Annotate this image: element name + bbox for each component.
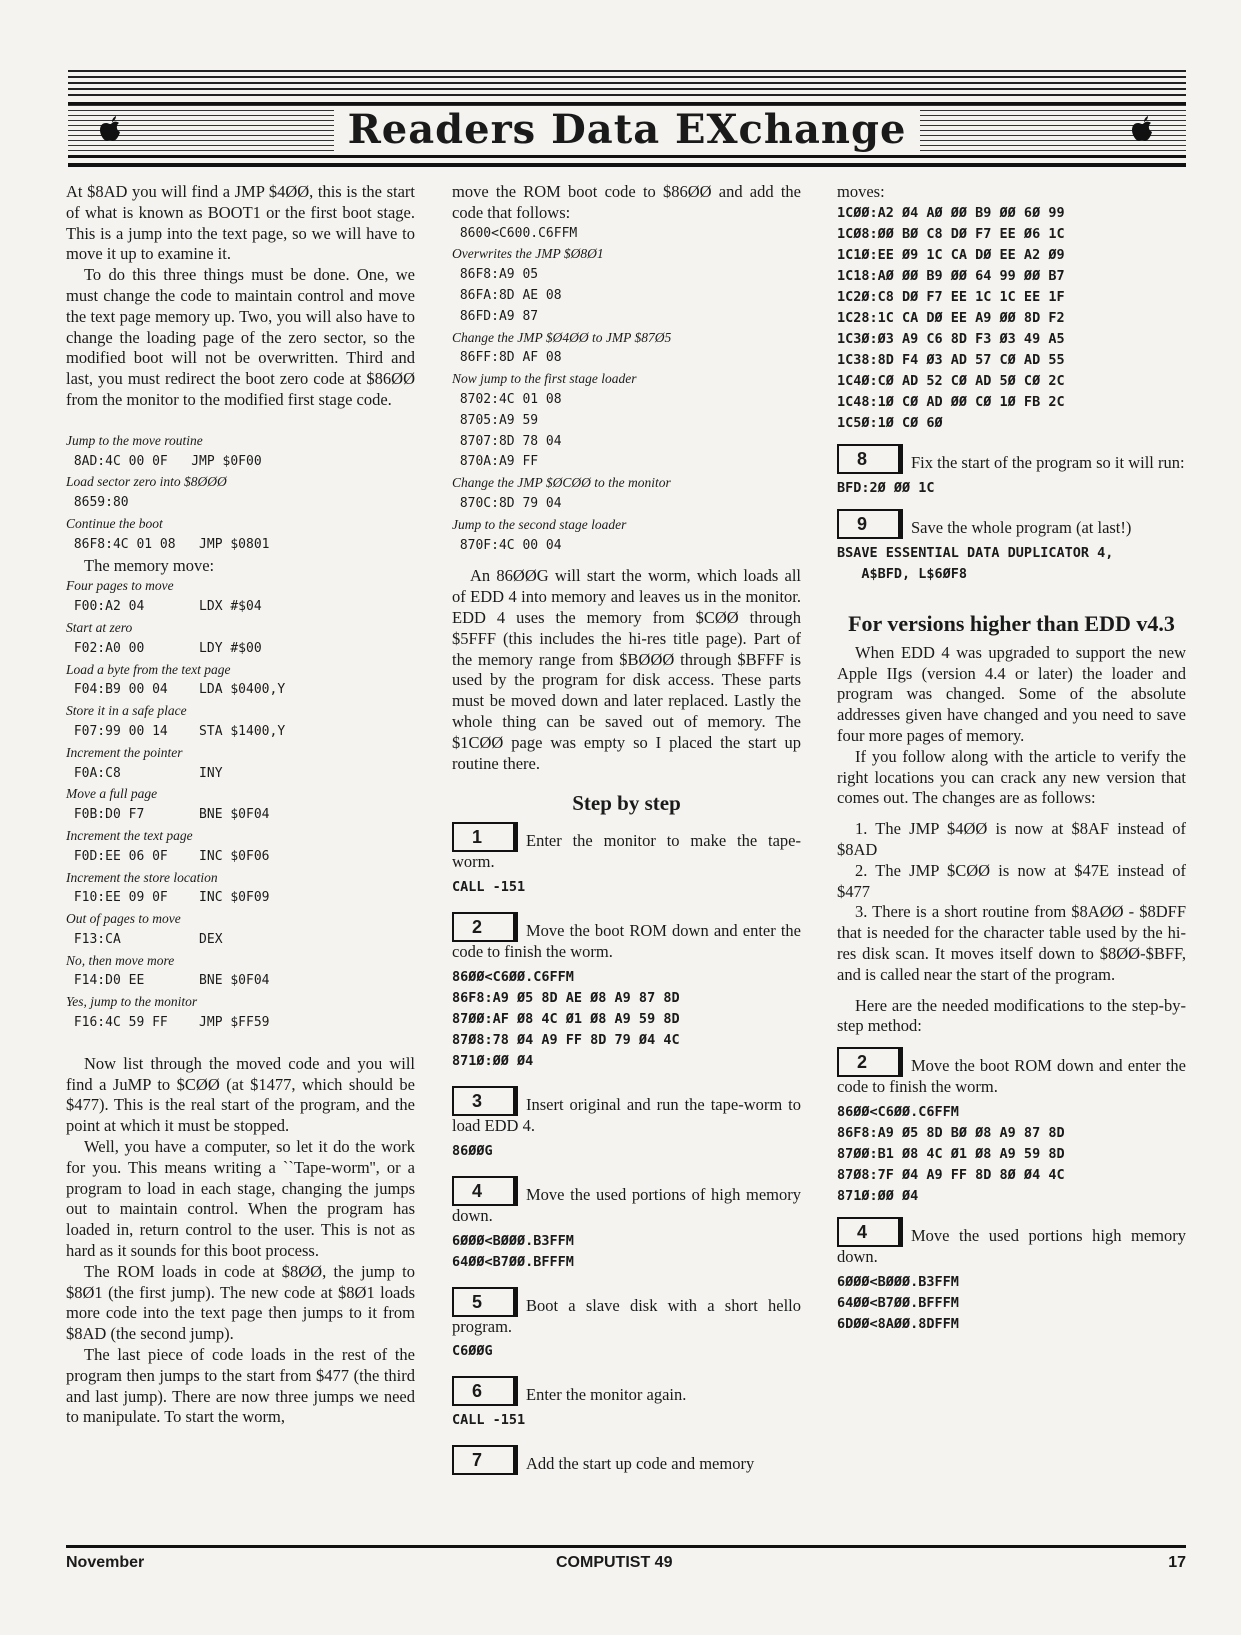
paragraph: An 86ØØG will start the worm, which loads all of EDD 4 into memory and leaves us in the monitor. EDD 4 uses the memory from $CØØ through $5FFF (this includes the hi-res title page). Part of the memory range from $BØØØ through $BFFF is used by the program for disk access. These parts must be moved down and later replaced. Lastly the whole thing can be saved out of memory. The $1CØØ page was empty so I placed the start up routine there. — [452, 566, 801, 773]
step-number: 4 — [472, 1180, 483, 1201]
step-number: 2 — [857, 1052, 868, 1073]
code-comment: Now jump to the first stage loader — [452, 371, 637, 387]
step-number-box — [837, 1217, 903, 1247]
code-comment: Four pages to move — [66, 578, 174, 594]
masthead-title: Readers Data EXchange — [334, 107, 921, 153]
code-line: F04:B9 00 04 LDA $0400,Y — [66, 682, 286, 698]
code-line: 8AD:4C 00 0F JMP $0F00 — [66, 453, 262, 469]
step-number-box — [837, 444, 903, 474]
step-text — [452, 1376, 801, 1406]
step-number: 4 — [857, 1221, 868, 1242]
code-line: 8702:4C 01 08 8705:A9 59 8707:8D 78 04 870A:A9 FF — [459, 391, 562, 470]
step-number: 5 — [472, 1291, 483, 1312]
paragraph: At $8AD you will find a JMP $4ØØ, this is the start of what is known as BOOT1 or the first boot stage. This is a jump into the text page, so we will have to move it up to examine it. — [66, 182, 415, 264]
paragraph: moves: — [837, 182, 885, 201]
step-text — [452, 1445, 801, 1475]
step-instruction: Insert original and run the tape-worm to load EDD 4. — [452, 1094, 801, 1135]
step-text — [837, 509, 1186, 539]
code-listing-memory-move — [66, 576, 415, 1034]
step-number: 7 — [472, 1450, 483, 1471]
footer-magazine: COMPUTIST 49 — [556, 1554, 673, 1571]
step-number: 8 — [857, 448, 868, 469]
code-listing-boot — [66, 431, 415, 556]
masthead-rule-bottom — [68, 163, 1186, 167]
step-instruction: Save the whole program (at last!) — [911, 517, 1132, 537]
step-instruction: Move the used portions high memory down. — [837, 1225, 1186, 1266]
step-number-box — [452, 1287, 518, 1317]
code-line: 86F8:4C 01 08 JMP $0801 — [66, 536, 270, 552]
step-number-box — [452, 912, 518, 942]
step-number: 9 — [857, 513, 868, 534]
code-line: 86FF:8D AF 08 — [452, 350, 562, 366]
code-comment: No, then move more — [66, 952, 175, 968]
paragraph: Well, you have a computer, so let it do the work for you. This means writing a ``Tape-worm'', or a program to load in each stage, changing the jumps out to maintain control. When the program has loaded in, return control to the user. This is not as hard as it sounds for this boot process. — [66, 1137, 415, 1261]
paragraph: The last piece of code loads in the rest of the program then jumps to the start from $477 (the third and last jump). There are now three jumps we need to manipulate. To start the worm, — [66, 1345, 415, 1427]
step-instruction: Move the boot ROM down and enter the code to finish the worm. — [452, 921, 801, 962]
code-comment: Increment the text page — [66, 827, 193, 843]
step-number: 2 — [472, 917, 483, 938]
step-text — [452, 1287, 801, 1338]
step-8 — [837, 444, 1186, 499]
step-number: 3 — [472, 1090, 483, 1111]
code-comment: Store it in a safe place — [66, 703, 187, 719]
step-command: BSAVE ESSENTIAL DATA DUPLICATOR 4, A$BFD, L$6ØF8 — [837, 544, 1114, 582]
code-line: 86F8:A9 05 86FA:8D AE 08 86FD:A9 87 — [459, 267, 562, 324]
code-comment: Jump to the move routine — [66, 432, 203, 448]
step-command: 86ØØ<C6ØØ.C6FFM 86F8:A9 Ø5 8D BØ Ø8 A9 87 8D 87ØØ:B1 Ø8 4C Ø1 Ø8 A9 59 8D 87Ø8:7F Ø4 A9 FF 8D 8Ø Ø4 4C 871Ø:ØØ Ø4 — [837, 1103, 1065, 1204]
paragraph: When EDD 4 was upgraded to support the new Apple IIgs (version 4.4 or later) the loader and program was changed. Some of the absolute addresses given have changed and you need to save four more pages of memory. — [837, 642, 1186, 745]
code-line: 8659:80 — [66, 495, 129, 511]
section-heading: For versions higher than EDD v4.3 — [848, 610, 1175, 636]
step-instruction: Enter the monitor to make the tape-worm. — [452, 831, 801, 872]
step-number: 6 — [472, 1381, 483, 1402]
apple-logo-icon — [98, 115, 124, 145]
step-9 — [837, 509, 1186, 585]
step-command: CALL -151 — [452, 879, 526, 896]
code-line: 870F:4C 00 04 — [452, 537, 562, 553]
code-line: F00:A2 04 LDX #$04 — [66, 599, 262, 615]
paragraph: move the ROM boot code to $86ØØ and add the code that follows: — [452, 182, 801, 222]
code-comment: Jump to the second stage loader — [452, 516, 627, 532]
code-comment: Load sector zero into $8ØØØ — [66, 474, 227, 490]
masthead-rules — [68, 70, 1186, 98]
column-2 — [452, 182, 801, 1489]
code-line: F0A:C8 INY — [66, 765, 223, 781]
change-item: 2. The JMP $CØØ is now at $47E instead of $477 — [837, 860, 1186, 901]
code-line: F10:EE 09 0F INC $0F09 — [66, 890, 270, 906]
code-line: 8600<C600.C6FFM — [452, 225, 578, 241]
step-text — [452, 912, 801, 963]
step-command: BFD:2Ø ØØ 1C — [837, 479, 935, 496]
masthead — [68, 70, 1186, 170]
paragraph: If you follow along with the article to verify the right locations you can crack any new version that comes out. The changes are as follows: — [837, 746, 1186, 808]
code-comment: Change the JMP $ØCØØ to the monitor — [452, 475, 671, 491]
step-command: 6ØØØ<BØØØ.B3FFM 64ØØ<B7ØØ.BFFFM — [452, 1232, 574, 1270]
code-comment: Move a full page — [66, 786, 158, 802]
step-command: 6ØØØ<BØØØ.B3FFM 64ØØ<B7ØØ.BFFFM 6DØØ<8AØØ.8DFFM — [837, 1273, 959, 1332]
step-text — [452, 822, 801, 873]
step-4-revised — [837, 1217, 1186, 1335]
step-text — [837, 1217, 1186, 1268]
code-listing-worm — [452, 224, 801, 557]
column-1 — [66, 182, 415, 1428]
step-instruction: Fix the start of the program so it will run: — [911, 452, 1185, 472]
change-item: 1. The JMP $4ØØ is now at $8AF instead of $8AD — [837, 819, 1186, 859]
section-heading: Step by step — [572, 791, 681, 816]
step-instruction: Boot a slave disk with a short hello program. — [452, 1295, 801, 1336]
paragraph: The memory move: — [84, 555, 215, 575]
page-footer — [66, 1545, 1186, 1571]
paragraph: Here are the needed modifications to the step-by-step method: — [837, 995, 1186, 1036]
masthead-band — [68, 102, 1186, 158]
code-comment: Out of pages to move — [66, 911, 181, 927]
step-list — [452, 822, 801, 1489]
step-number-box — [452, 1086, 518, 1116]
paragraph: The ROM loads in code at $8ØØ, the jump to $8Ø1 (the first jump). The new code at $8Ø1 loads more code into the text page then jumps to it from $8AD (the second jump). — [66, 1261, 415, 1344]
code-comment: Continue the boot — [66, 515, 163, 531]
code-line: F14:D0 EE BNE $0F04 — [66, 973, 270, 989]
code-line: F07:99 00 14 STA $1400,Y — [66, 723, 286, 739]
step-number: 1 — [472, 827, 483, 848]
step-2-revised — [837, 1047, 1186, 1207]
apple-logo-icon — [1130, 115, 1156, 145]
step-instruction: Add the start up code and memory — [526, 1454, 755, 1474]
code-line: F0D:EE 06 0F INC $0F06 — [66, 848, 270, 864]
code-comment: Start at zero — [66, 619, 133, 635]
step-text — [452, 1086, 801, 1137]
footer-page-number: 17 — [1168, 1554, 1186, 1571]
step-command: 86ØØG — [452, 1142, 493, 1159]
step-number-box — [452, 1445, 518, 1475]
step-number-box — [452, 1176, 518, 1206]
step-number-box — [837, 509, 903, 539]
code-line: F16:4C 59 FF JMP $FF59 — [66, 1015, 270, 1031]
step-instruction: Enter the monitor again. — [526, 1385, 687, 1405]
step-text — [452, 1176, 801, 1227]
code-comment: Overwrites the JMP $Ø8Ø1 — [452, 246, 604, 262]
step-command: CALL -151 — [452, 1412, 526, 1429]
code-comment: Load a byte from the text page — [66, 661, 231, 677]
step-instruction: Move the boot ROM down and enter the code to finish the worm. — [837, 1056, 1186, 1097]
step-instruction: Move the used portions of high memory down. — [452, 1184, 801, 1225]
column-3 — [837, 182, 1186, 1335]
step-text — [837, 444, 1186, 474]
footer-month: November — [66, 1554, 145, 1571]
change-item: 3. There is a short routine from $8AØØ - $8DFF that is needed for the character table used by the hi-res disk scan. It moves itself down to $8ØØ-$BFF, and is called near the start of the program. — [837, 902, 1186, 984]
step-text — [837, 1047, 1186, 1098]
code-line: F02:A0 00 LDY #$00 — [66, 640, 262, 656]
code-line: F13:CA DEX — [66, 931, 223, 947]
step-number-box — [837, 1047, 903, 1077]
step-number-box — [452, 1376, 518, 1406]
code-listing-startup: 1CØØ:A2 Ø4 AØ ØØ B9 ØØ 6Ø 99 1CØ8:ØØ BØ C8 DØ F7 EE Ø6 1C 1C1Ø:EE Ø9 1C CA DØ EE A2 Ø9 1C18:AØ ØØ B9 ØØ 64 99 ØØ B7 1C2Ø:C8 DØ F7 EE 1C 1C EE 1F 1C28:1C CA DØ EE A9 ØØ 8D F2 1C3Ø:Ø3 A9 C6 8D F3 Ø3 49 A5 1C38:8D F4 Ø3 AD 57 CØ AD 55 1C4Ø:CØ AD 52 CØ AD 5Ø CØ 2C 1C48:1Ø CØ AD ØØ CØ 1Ø FB 2C 1C5Ø:1Ø CØ 6Ø — [837, 204, 1065, 431]
step-number-box — [452, 822, 518, 852]
paragraph: To do this three things must be done. One, we must change the code to maintain control and move the text page memory up. Two, you will also have to change the loading page of the zero sector, so the modified boot will not be overwritten. Third and last, you must redirect the boot zero code at $86ØØ from the monitor to the modified first stage code. — [66, 265, 415, 409]
code-comment: Yes, jump to the monitor — [66, 994, 198, 1010]
code-line: F0B:D0 F7 BNE $0F04 — [66, 807, 270, 823]
paragraph: Now list through the moved code and you will find a JuMP to $CØØ (at $1477, which should be $477). This is the real start of the program, and the point at which it must be stopped. — [66, 1053, 415, 1136]
code-comment: Change the JMP $Ø4ØØ to JMP $87Ø5 — [452, 329, 672, 345]
code-comment: Increment the pointer — [66, 744, 183, 760]
step-command: C6ØØG — [452, 1343, 493, 1360]
step-command: 86ØØ<C6ØØ.C6FFM 86F8:A9 Ø5 8D AE Ø8 A9 87 8D 87ØØ:AF Ø8 4C Ø1 Ø8 A9 59 8D 87Ø8:78 Ø4 A9 FF 8D 79 Ø4 4C 871Ø:ØØ Ø4 — [452, 968, 680, 1069]
code-line: 870C:8D 79 04 — [452, 495, 562, 511]
code-comment: Increment the store location — [66, 869, 218, 885]
